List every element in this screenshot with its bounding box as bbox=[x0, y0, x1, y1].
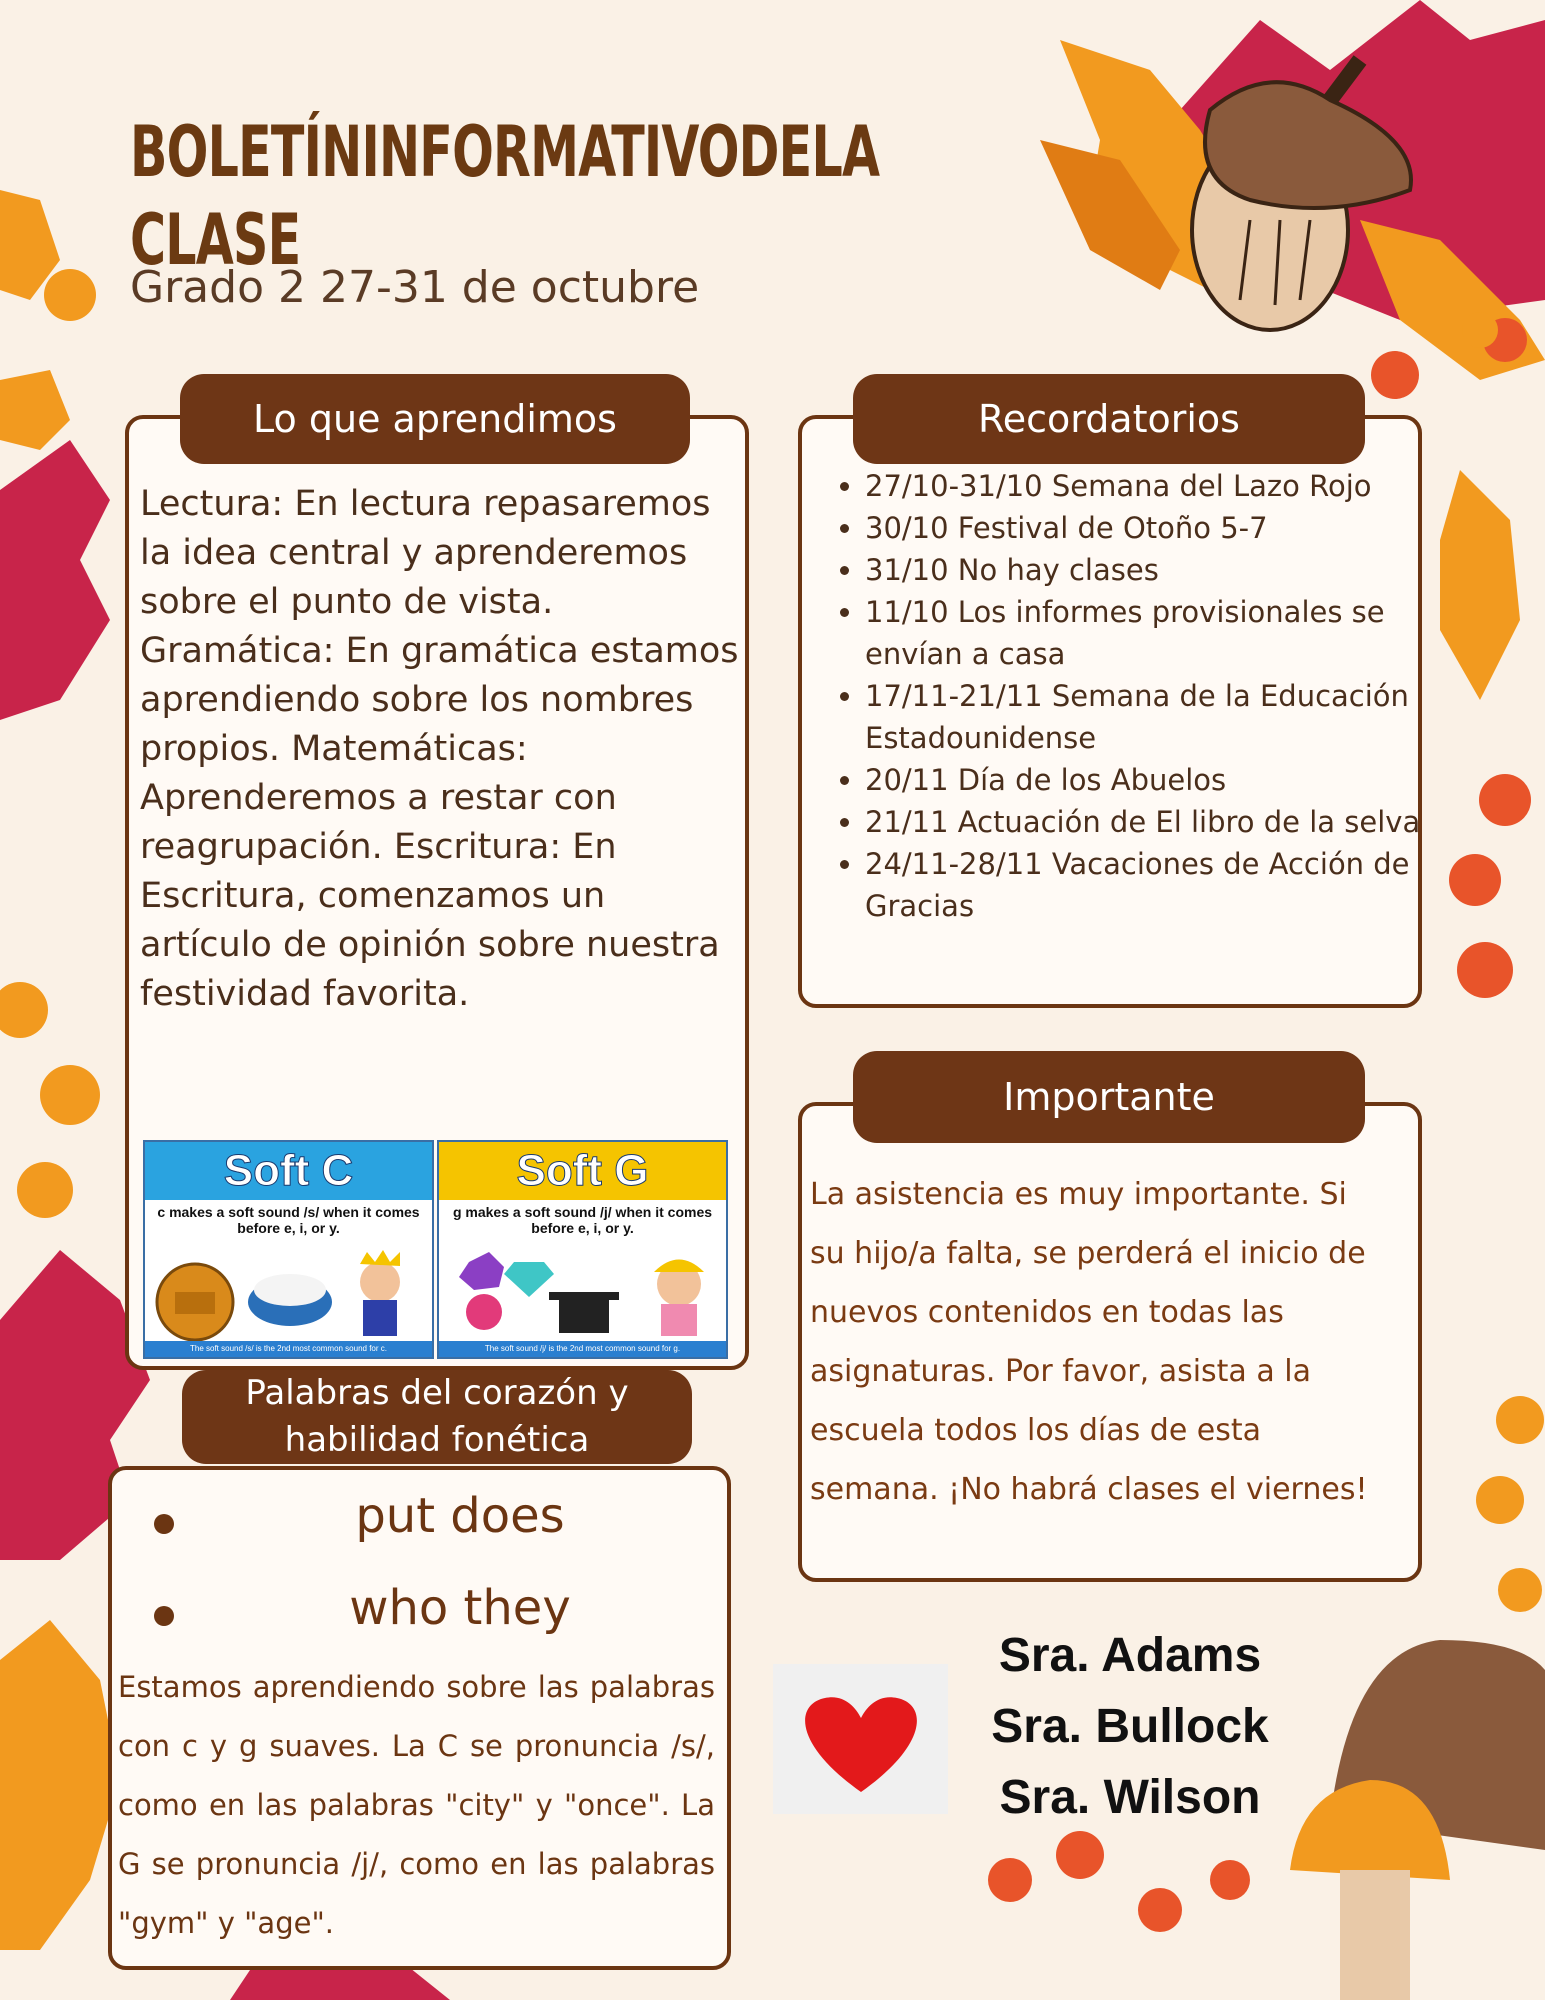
soft-g-card bbox=[437, 1140, 728, 1359]
soft-c-title: Soft C bbox=[145, 1142, 432, 1200]
heart-word: put does bbox=[355, 1488, 565, 1544]
heart-word: who they bbox=[349, 1580, 571, 1636]
important-text: La asistencia es muy importante. Si su hijo/a falta, se perderá el inicio de nuevos contenidos en todas las asignaturas. Por favor, asista a la escuela todos los días de esta semana. ¡No habrá clases el viernes! bbox=[810, 1177, 1368, 1507]
heart-word-row bbox=[140, 1572, 720, 1664]
heart-icon bbox=[773, 1664, 948, 1814]
soft-c-card bbox=[143, 1140, 434, 1359]
soft-g-footer: The soft sound /j/ is the 2nd most common sound for g. bbox=[439, 1341, 726, 1357]
reminders-list bbox=[830, 465, 1445, 927]
soft-c-footer: The soft sound /s/ is the 2nd most common sound for c. bbox=[145, 1341, 432, 1357]
learned-heading: Lo que aprendimos bbox=[180, 374, 690, 464]
reminders-heading: Recordatorios bbox=[853, 374, 1365, 464]
soft-g-rule: g makes a soft sound /j/ when it comes before e, i, or y. bbox=[452, 1204, 713, 1236]
reminder-item: • 30/10 Festival de Otoño 5-7 bbox=[865, 507, 1445, 549]
heart-words-heading: Palabras del corazón y habilidad fonética bbox=[182, 1370, 692, 1464]
learned-text: Lectura: En lectura repasaremos la idea central y aprenderemos sobre el punto de vista. Gramática: En gramática estamos aprendiendo sobre los nombres propios. Matemáticas: Aprenderemos a restar con reagrupación. Escritura: En Escritura, comenzamos un artículo de opinión sobre nuestra festividad favorita. bbox=[140, 484, 739, 1014]
soft-c-rule: c makes a soft sound /s/ when it comes before e, i, or y. bbox=[157, 1204, 420, 1236]
reminder-item: • 24/11-28/11 Vacaciones de Acción de Gracias bbox=[865, 843, 1445, 927]
page-title: BOLETÍNINFORMATIVODELA CLASE bbox=[130, 111, 880, 281]
reminder-item: • 11/10 Los informes provisionales se envían a casa bbox=[865, 591, 1445, 675]
reminder-item: • 17/11-21/11 Semana de la Educación Estadounidense bbox=[865, 675, 1445, 759]
soft-g-illustration bbox=[439, 1242, 726, 1342]
reminder-item: • 20/11 Día de los Abuelos bbox=[865, 759, 1445, 801]
phonics-text: Estamos aprendiendo sobre las palabras con c y g suaves. La C se pronuncia /s/, como en las palabras "city" y "once". La G se pronuncia /j/, como en las palabras "gym" y "age". bbox=[118, 1670, 715, 1940]
teacher-name: Sra. Wilson bbox=[999, 1771, 1261, 1824]
heart-words-list bbox=[140, 1480, 720, 1664]
heart-image bbox=[773, 1664, 948, 1814]
teacher-name: Sra. Bullock bbox=[991, 1700, 1269, 1753]
reminder-item: • 31/10 No hay clases bbox=[865, 549, 1445, 591]
reminder-item: • 21/11 Actuación de El libro de la selva bbox=[865, 801, 1445, 843]
reminder-item: • 27/10-31/10 Semana del Lazo Rojo bbox=[865, 465, 1445, 507]
soft-c-illustration bbox=[145, 1242, 432, 1342]
heart-word-row bbox=[140, 1480, 720, 1572]
teacher-names bbox=[950, 1620, 1310, 1833]
teacher-name: Sra. Adams bbox=[998, 1629, 1262, 1682]
page-subtitle: Grado 2 27-31 de octubre bbox=[130, 262, 700, 313]
soft-g-title: Soft G bbox=[439, 1142, 726, 1200]
important-heading: Importante bbox=[853, 1051, 1365, 1143]
